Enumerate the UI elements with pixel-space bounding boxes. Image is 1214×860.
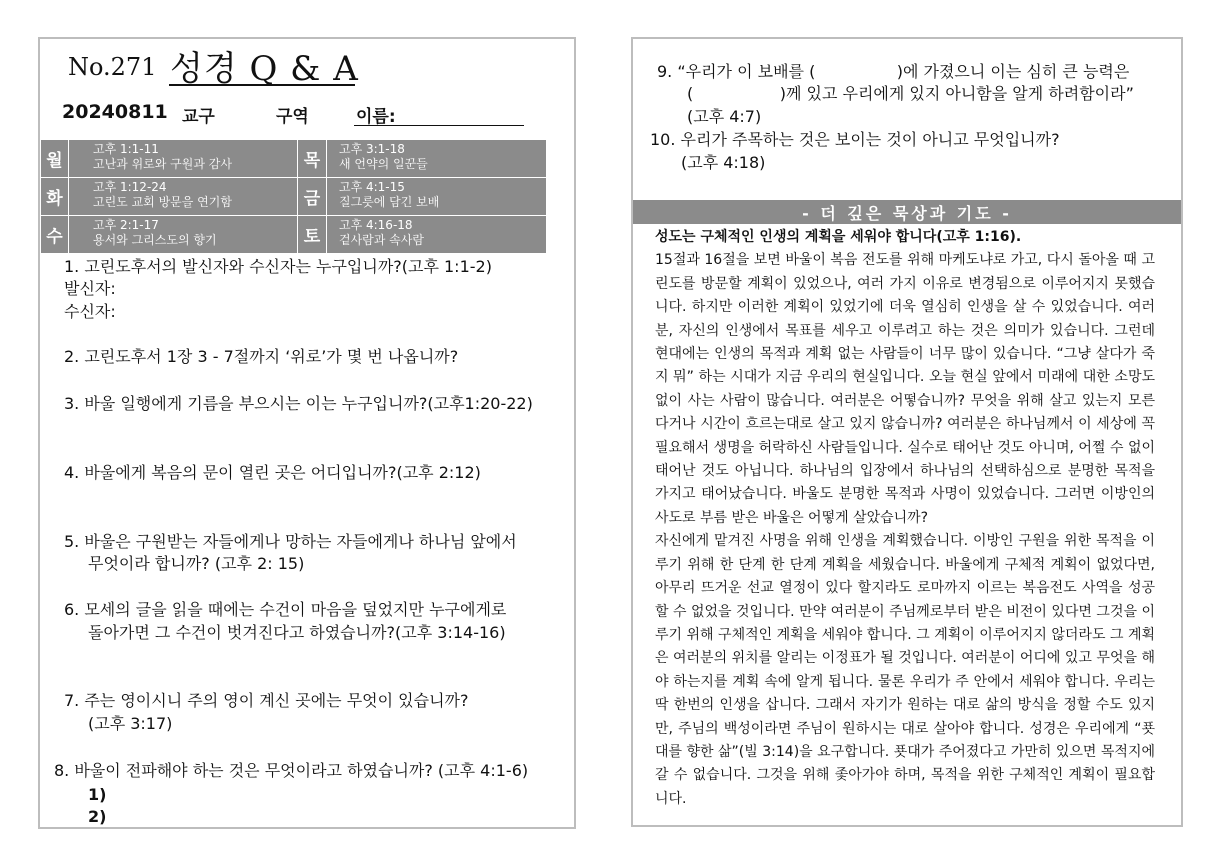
question-4: 4. 바울에게 복음의 문이 열린 곳은 어디입니까?(고후 2:12): [64, 463, 481, 482]
district-label: 구역: [276, 107, 309, 127]
reading-desc: 새 언약의 일꾼들: [339, 157, 428, 171]
meditation-paragraph-2: 자신에게 맡겨진 사명을 위해 인생을 계획했습니다. 이방인 구원을 위한 목적을 이루기 위해 한 단계 한 단계 계획을 세웠습니다. 바울에게 구체적 계획이 없었다면, 아무리 뜨거운 선교 열정이 있다 할지라도 로마까지 이르는 복음전도 사역을 성공할 수 없었을 것입니다. 만약 여러분이 주님께로부터 받은 비전이 있다면 그것을 이루기 위해 구체적인 계획을 세워야 합니다. 그 계획이 이루어지지 않더라도 그 계획은 여러분의 위치를 알리는 이정표가 될 것입니다. 여러분이 어디에 있고 무엇을 해야 하는지를 계획 속에 알게 됩니다. 물론 우리가 주 안에서 세워야 합니다. 우리는 딱 한번의 인생을 삽니다. 그래서 자기가 원하는 대로 삶의 방식을 정할 수도 있지만, 주님의 백성이라면 주님이 원하시는 대로 살아야 합니다. 성경은 우리에게 “푯대를 향한 삶”(빌 3:14)을 요구합니다. 푯대가 주어졌다고 가만히 있으면 목적지에 갈 수 없습니다. 그것을 위해 좇아가야 하며, 목적을 위한 구체적인 계획이 필요합니다.: [655, 533, 1155, 807]
day-label: 월: [41, 140, 68, 177]
meditation-section-title: - 더 깊은 묵상과 기도 -: [633, 200, 1181, 224]
title-underline: [169, 84, 355, 86]
question-8-answer-2: 2): [88, 807, 107, 826]
question-10-ref: (고후 4:18): [681, 153, 766, 172]
meditation-paragraph-1: 15절과 16절을 보면 바울이 복음 전도를 위해 마케도냐로 가고, 다시 돌아올 때 고린도를 방문할 계획이 있었으나, 여러 가지 이유로 변경됨으로 이루어지지 못했습니다. 하지만 이러한 계획이 있었기에 더욱 열심히 인생을 살 수 있었습니다. 여러분, 자신의 인생에서 목표를 세우고 이루려고 하는 것은 의미가 있습니다. 그런데 현대에는 인생의 목적과 계획 없는 사람들이 너무 많이 있습니다. “그냥 살다가 죽지 뭐” 하는 시대가 지금 우리의 현실입니다. 오늘 현실 앞에서 미래에 대한 소망도 없이 사는 사람이 많습니다. 여러분은 어떻습니까? 무엇을 위해 살고 있는지 모른다거나 시간이 흐르는대로 살고 있지 않습니까? 여러분은 하나님께서 이 세상에 꼭 필요해서 생명을 허락하신 사람들입니다. 실수로 태어난 것도 아니며, 어쩔 수 없이 태어난 것도 아닙니다. 하나님의 입장에서 하나님의 선택하심으로 분명한 목적을 가지고 태어났습니다. 바울도 분명한 목적과 사명이 있었습니다. 그러면 이방인의 사도로 부름 받은 바울은 어떻게 살았습니까?: [655, 252, 1155, 526]
reading-ref: 고후 4:16-18: [339, 218, 413, 232]
reading-desc: 용서와 그리스도의 향기: [93, 233, 217, 247]
reading-ref: 고후 1:1-11: [93, 142, 159, 156]
day-label: 목: [298, 140, 326, 177]
question-9-cont: ( )께 있고 우리에게 있지 아니함을 알게 하려함이라”: [687, 84, 1134, 103]
name-label: 이름:: [356, 107, 396, 127]
issue-number: No.271: [68, 53, 157, 81]
meditation-text: [655, 226, 1155, 811]
reading-desc: 고난과 위로와 구원과 감사: [93, 157, 232, 171]
reading-ref: 고후 4:1-15: [339, 180, 405, 194]
day-label: 수: [41, 216, 68, 253]
reading-schedule: [41, 140, 575, 254]
question-1-sender: 발신자:: [64, 279, 116, 298]
question-1: 1. 고린도후서의 발신자와 수신자는 누구입니까?(고후 1:1-2): [64, 257, 492, 276]
reading-desc: 고린도 교회 방문을 연기함: [93, 195, 232, 209]
meditation-heading: 성도는 구체적인 인생의 계획을 세워야 합니다(고후 1:16).: [655, 229, 1022, 245]
question-8-answer-1: 1): [88, 785, 107, 804]
day-label: 화: [41, 178, 68, 215]
question-9: 9. “우리가 이 보배를 ( )에 가졌으니 이는 심히 큰 능력은: [657, 62, 1130, 81]
reading: [69, 216, 297, 253]
question-6: 6. 모세의 글을 읽을 때에는 수건이 마음을 덮었지만 누구에게로: [64, 600, 507, 619]
schedule-row: [41, 140, 575, 177]
question-1-recipient: 수신자:: [64, 302, 116, 321]
question-9-ref: (고후 4:7): [687, 107, 762, 126]
question-5: 5. 바울은 구원받는 자들에게나 망하는 자들에게나 하나님 앞에서: [64, 532, 517, 551]
schedule-row: [41, 178, 575, 215]
question-2: 2. 고린도후서 1장 3 - 7절까지 ‘위로’가 몇 번 나옵니까?: [64, 347, 459, 366]
question-8: 8. 바울이 전파해야 하는 것은 무엇이라고 하였습니까? (고후 4:1-6): [54, 761, 529, 780]
reading-ref: 고후 1:12-24: [93, 180, 167, 194]
reading: [327, 178, 546, 215]
day-label: 토: [298, 216, 326, 253]
question-7: 7. 주는 영이시니 주의 영이 계신 곳에는 무엇이 있습니까?: [64, 691, 469, 710]
question-6-cont: 돌아가면 그 수건이 벗겨진다고 하였습니까?(고후 3:14-16): [88, 623, 506, 642]
reading-desc: 겉사람과 속사람: [339, 233, 424, 247]
reading-desc: 질그릇에 담긴 보배: [339, 195, 440, 209]
reading: [69, 178, 297, 215]
day-label: 금: [298, 178, 326, 215]
name-line: [354, 125, 524, 126]
reading: [327, 140, 546, 177]
right-page: [631, 37, 1183, 827]
question-7-cont: (고후 3:17): [88, 714, 173, 733]
reading: [327, 216, 546, 253]
question-10: 10. 우리가 주목하는 것은 보이는 것이 아니고 무엇입니까?: [650, 130, 1060, 149]
question-5-cont: 무엇이라 합니까? (고후 2: 15): [88, 554, 305, 573]
reading-ref: 고후 2:1-17: [93, 218, 159, 232]
question-3: 3. 바울 일행에게 기름을 부으시는 이는 누구입니까?(고후1:20-22): [64, 394, 533, 413]
church-label: 교구: [182, 107, 215, 127]
schedule-row: [41, 216, 575, 253]
left-page: [38, 37, 576, 829]
reading-ref: 고후 3:1-18: [339, 142, 405, 156]
date: 20240811: [62, 101, 168, 123]
page-title: 성경 Q & A: [170, 49, 359, 89]
reading: [69, 140, 297, 177]
